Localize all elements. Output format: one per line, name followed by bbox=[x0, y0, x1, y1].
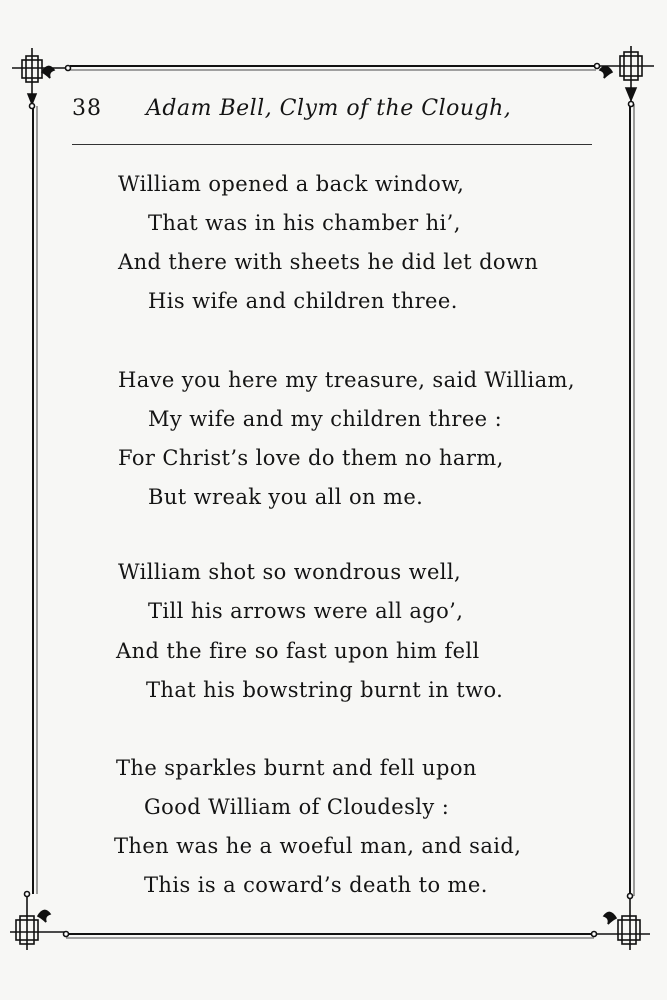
poem-line: For Christ’s love do them no harm, bbox=[118, 446, 504, 470]
poem-line: That his bowstring burnt in two. bbox=[146, 678, 504, 702]
poem-line: William opened a back window, bbox=[118, 172, 465, 196]
poem-line: My wife and my children three : bbox=[148, 407, 503, 431]
poem-line: Have you here my treasure, said William, bbox=[118, 368, 575, 392]
poem-line: And there with sheets he did let down bbox=[118, 250, 539, 274]
poem-line: Till his arrows were all ago’, bbox=[148, 599, 464, 623]
poem-line: William shot so wondrous well, bbox=[118, 560, 462, 584]
poem-line: Then was he a woeful man, and said, bbox=[114, 834, 522, 858]
poem-line: And the fire so fast upon him fell bbox=[116, 639, 480, 663]
poem-line: This is a coward’s death to me. bbox=[144, 873, 488, 897]
poem-line: Good William of Cloudesly : bbox=[144, 795, 450, 819]
poem-line: His wife and children three. bbox=[148, 289, 458, 313]
poem-line: That was in his chamber hi’, bbox=[148, 211, 461, 235]
page-number: 38 bbox=[72, 96, 102, 121]
poem-line: The sparkles burnt and fell upon bbox=[116, 756, 477, 780]
running-title: Adam Bell, Clym of the Clough, bbox=[146, 96, 512, 121]
poem-line: But wreak you all on me. bbox=[148, 485, 424, 509]
